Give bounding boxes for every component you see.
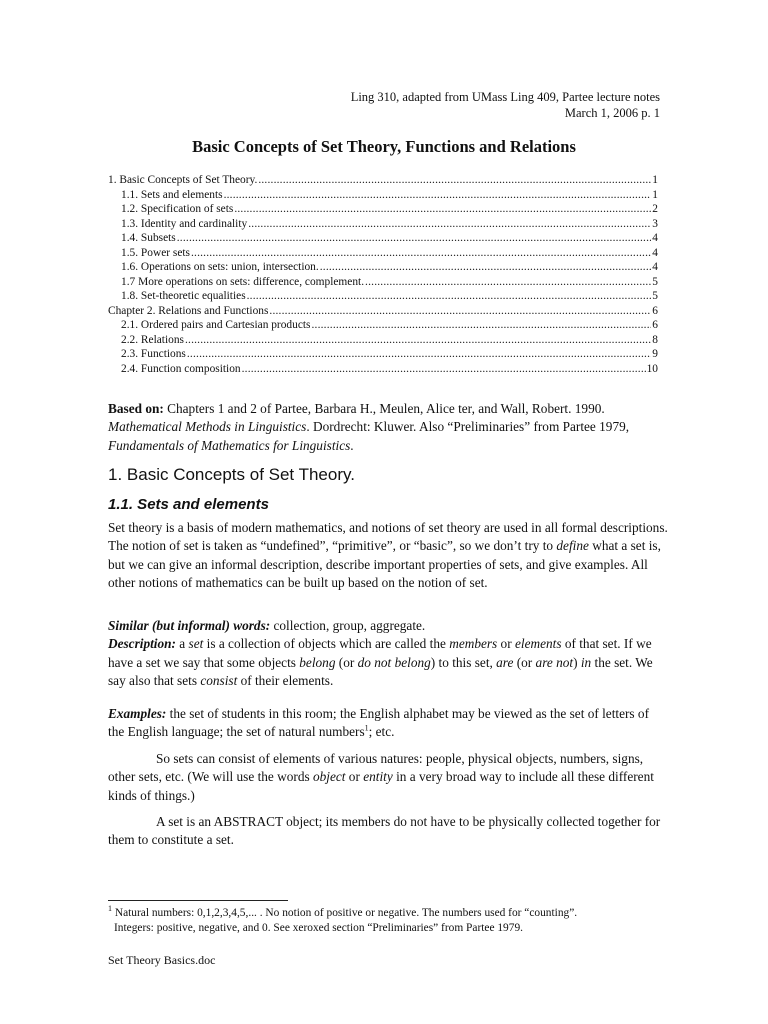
para1-text-b: what a set is, but we can give an informal description, describe important properties of sets, and give examples. All other notions of mathematics can be built up based on the notion of set. xyxy=(108,538,661,590)
similar-words-line xyxy=(108,617,668,635)
desc-t1: a xyxy=(175,636,189,652)
para1-define: define xyxy=(556,538,589,554)
toc-leader-dots xyxy=(242,362,646,377)
footnote-line-1 xyxy=(108,906,668,921)
toc-entry[interactable] xyxy=(108,231,658,246)
desc-are: are xyxy=(496,654,514,670)
examples-text: the set of students in this room; the English alphabet may be viewed as the set of letters of the English language; the set of natural numbers xyxy=(108,706,650,740)
toc-entry-label: 1.4. Subsets xyxy=(121,232,176,244)
header-date-line: March 1, 2006 p. 1 xyxy=(564,106,660,120)
para4-text-b: or xyxy=(345,769,364,785)
paragraph-examples xyxy=(108,705,668,742)
toc-entry-label: 1.1. Sets and elements xyxy=(121,188,223,201)
similar-label: Similar (but informal) words: xyxy=(108,618,271,633)
page-header xyxy=(351,89,660,121)
based-on-paragraph xyxy=(108,400,668,455)
toc-leader-dots xyxy=(187,347,651,362)
desc-t10: of their elements. xyxy=(237,672,334,688)
toc-entry[interactable] xyxy=(108,217,658,232)
desc-consist: consist xyxy=(200,672,238,688)
toc-leader-dots xyxy=(258,173,651,188)
paragraph-description xyxy=(108,617,668,690)
footnote-line-2: Integers: positive, negative, and 0. See xeroxed section “Preliminaries” from Partee 1979. xyxy=(114,922,523,934)
toc-entry-page: 4 xyxy=(652,232,658,244)
desc-elements: elements xyxy=(514,636,562,652)
toc-entry-page: 5 xyxy=(652,275,658,288)
toc-entry-page: 9 xyxy=(652,348,658,360)
paragraph-abstract-object: A set is an ABSTRACT object; its members do not have to be physically collected together for them to constitute a set. xyxy=(108,814,661,848)
section-heading: 1. Basic Concepts of Set Theory. xyxy=(108,465,355,484)
footnote xyxy=(108,906,668,936)
toc-entry[interactable] xyxy=(108,202,658,217)
toc-entry-page: 10 xyxy=(646,362,658,375)
header-course-line: Ling 310, adapted from UMass Ling 409, Partee lecture notes xyxy=(350,90,660,104)
toc-entry-page: 4 xyxy=(652,261,658,273)
toc-entry-page: 2 xyxy=(652,203,658,215)
toc-entry[interactable] xyxy=(108,304,658,319)
toc-entry[interactable] xyxy=(108,333,658,348)
footnote-reference[interactable]: 1 xyxy=(364,723,369,733)
toc-leader-dots xyxy=(269,304,651,319)
desc-t9: the set. We say also that sets xyxy=(108,654,653,688)
paragraph-set-theory-intro xyxy=(108,519,668,592)
footnote-separator xyxy=(108,900,288,901)
para4-object: object xyxy=(312,769,346,785)
para4-entity: entity xyxy=(363,769,393,785)
toc-entry-label: Chapter 2. Relations and Functions xyxy=(108,304,269,317)
toc-entry-label: 1.2. Specification of sets xyxy=(121,203,234,215)
toc-entry[interactable] xyxy=(108,188,658,203)
toc-leader-dots xyxy=(234,202,651,217)
desc-t3: or xyxy=(497,636,515,652)
page-footer: Set Theory Basics.doc xyxy=(108,953,216,967)
desc-t2: is a collection of objects which are called the xyxy=(203,636,450,652)
toc-leader-dots xyxy=(311,318,651,333)
toc-entry-label: 2.1. Ordered pairs and Cartesian products xyxy=(121,319,311,331)
table-of-contents xyxy=(108,173,658,376)
para4-text-a: So sets can consist of elements of various natures: people, physical objects, numbers, signs, other sets, etc. (We will use the words xyxy=(108,751,644,785)
footnote-text-1: Natural numbers: 0,1,2,3,4,5,... . No notion of positive or negative. The numbers used for “counting”. xyxy=(112,907,578,919)
based-on-book-2: Fundamentals of Mathematics for Linguistics xyxy=(108,437,351,453)
desc-t4: of that set. If we have a set we say that some objects xyxy=(108,636,652,670)
toc-leader-dots xyxy=(320,260,652,275)
toc-leader-dots xyxy=(191,246,651,261)
document-title: Basic Concepts of Set Theory, Functions and Relations xyxy=(192,137,576,156)
toc-entry-label: 1.8. Set-theoretic equalities xyxy=(121,290,246,302)
toc-entry-label: 1.5. Power sets xyxy=(121,246,190,259)
desc-belong: belong xyxy=(299,654,336,670)
based-on-text-3: . xyxy=(350,437,354,453)
toc-leader-dots xyxy=(247,289,652,304)
based-on-book-1: Mathematical Methods in Linguistics xyxy=(108,419,307,435)
description-text xyxy=(108,635,668,690)
toc-entry[interactable] xyxy=(108,173,658,188)
paragraph-various-natures xyxy=(108,750,668,805)
toc-entry-label: 1. Basic Concepts of Set Theory. xyxy=(108,174,258,186)
toc-entry-label: 2.4. Function composition xyxy=(121,362,241,375)
toc-entry-page: 6 xyxy=(652,319,658,331)
toc-leader-dots xyxy=(224,188,652,203)
toc-leader-dots xyxy=(185,333,651,348)
toc-entry-page: 3 xyxy=(652,217,658,230)
toc-entry-page: 8 xyxy=(652,333,658,346)
toc-entry[interactable] xyxy=(108,246,658,261)
desc-do-not-belong: do not belong xyxy=(357,654,431,670)
footnote-mark: 1 xyxy=(108,904,112,914)
desc-are-not: are not xyxy=(535,654,574,670)
para4-text-c: in a very broad way to include all these different kinds of things.) xyxy=(108,769,654,803)
para1-text-a: Set theory is a basis of modern mathematics, and notions of set theory are used in all formal descriptions. The notion of set is taken as “undefined”, “primitive”, or “basic”, so we don’t try to xyxy=(108,520,668,554)
toc-leader-dots xyxy=(365,275,651,290)
toc-entry-label: 1.7 More operations on sets: difference, complement. xyxy=(121,275,365,288)
based-on-text-2: . Dordrecht: Kluwer. Also “Preliminaries” from Partee 1979, xyxy=(306,419,630,435)
toc-entry-label: 1.3. Identity and cardinality xyxy=(121,217,248,230)
based-on-label: Based on: xyxy=(108,401,164,416)
toc-entry[interactable] xyxy=(108,260,658,275)
toc-entry[interactable] xyxy=(108,289,658,304)
desc-in: in xyxy=(580,654,592,670)
similar-text: collection, group, aggregate. xyxy=(270,618,426,633)
toc-leader-dots xyxy=(248,217,651,232)
toc-entry-label: 1.6. Operations on sets: union, intersection. xyxy=(121,261,319,273)
toc-entry-page: 5 xyxy=(652,290,658,302)
examples-end: ; etc. xyxy=(368,724,395,740)
toc-entry[interactable] xyxy=(108,347,658,362)
subsection-heading: 1.1. Sets and elements xyxy=(108,496,269,513)
toc-entry-page: 6 xyxy=(652,304,658,317)
desc-members: members xyxy=(449,636,498,652)
desc-t8: ) xyxy=(573,654,581,670)
toc-entry-page: 4 xyxy=(652,246,658,259)
toc-entry-page: 1 xyxy=(652,174,658,186)
based-on-text-1: Chapters 1 and 2 of Partee, Barbara H., Meulen, Alice ter, and Wall, Robert. 1990. xyxy=(163,401,605,416)
toc-entry[interactable] xyxy=(108,362,658,377)
desc-set: set xyxy=(188,636,204,652)
desc-t6: ) to this set, xyxy=(430,654,497,670)
toc-entry[interactable] xyxy=(108,318,658,333)
toc-leader-dots xyxy=(177,231,652,246)
toc-entry-label: 2.2. Relations xyxy=(121,333,184,346)
toc-entry-page: 1 xyxy=(652,188,658,201)
description-label: Description: xyxy=(108,636,176,652)
toc-entry[interactable] xyxy=(108,275,658,290)
desc-t5: (or xyxy=(335,654,358,670)
examples-label: Examples: xyxy=(108,706,167,721)
toc-entry-label: 2.3. Functions xyxy=(121,348,186,360)
desc-t7: (or xyxy=(513,654,536,670)
